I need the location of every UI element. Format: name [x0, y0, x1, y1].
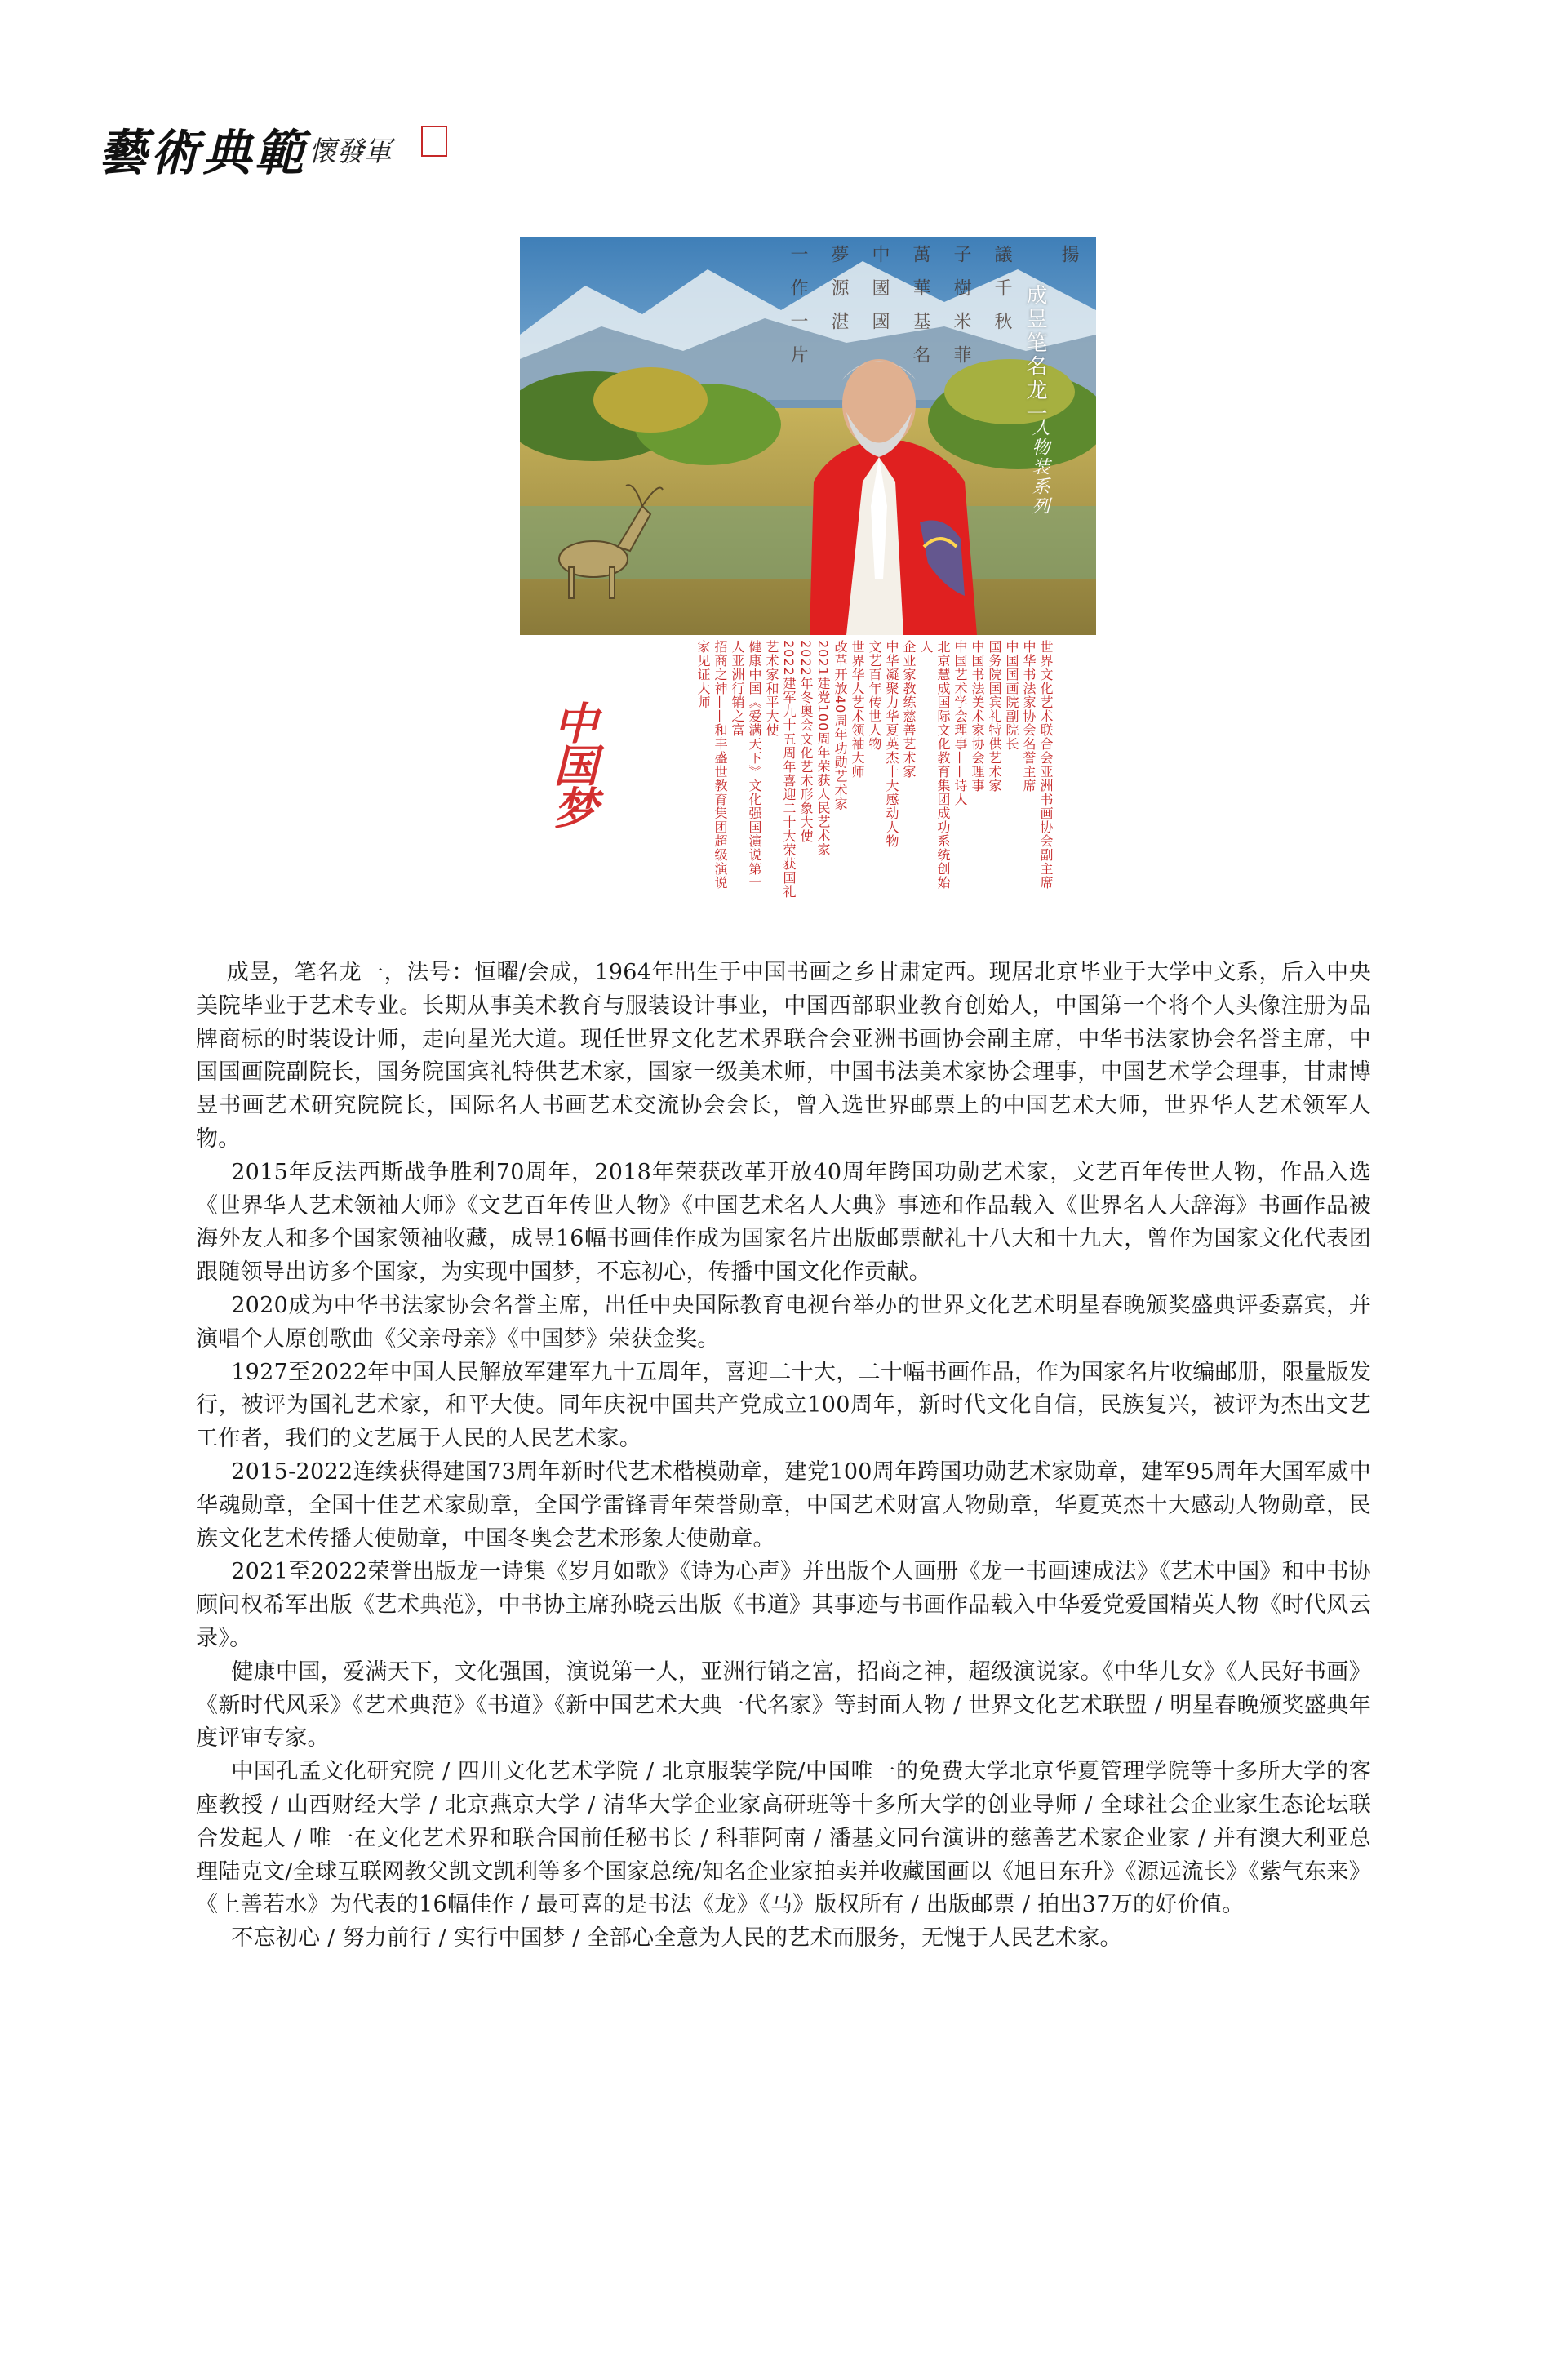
header-signature: 懷發軍	[309, 135, 392, 168]
title-line: 2021建党100周年荣获人民艺术家	[815, 640, 831, 857]
article-paragraph: 中国孔孟文化研究院 / 四川文化艺术学院 / 北京服装学院/中国唯一的免费大学北京华夏管理学院等十多所大学的客座教授 / 山西财经大学 / 北京燕京大学 / 清华大学企业家高研班等十多所大学的创业导师 / 全球社会企业家生态论坛联合发起人 / 唯一在文化艺术界和联合国前任秘书长 / 科菲阿南 / 潘基文同台演讲的慈善艺术家企业家 / 并有澳大利亚总理陆克文/全球互联网教父凯文凯利等多个国家总统/知名企业家拍卖并收藏国画以《旭日东升》《源远流长》《紫气东来》《上善若水》为代表的16幅佳作 / 最可喜的是书法《龙》《马》版权所有 / 出版邮票 / 拍出37万的好价值。	[196, 1759, 1371, 1918]
portrait-photo	[520, 237, 1096, 635]
title-line: 北京慧成国际文化教育集团成功系统创始人	[918, 640, 951, 890]
calligraphy-column: 萬 華 基 名	[910, 245, 930, 368]
article-paragraph: 成昱，笔名龙一，法号：恒曜/会成，1964年出生于中国书画之乡甘肃定西。现居北京毕业于大学中文系，后入中央美院毕业于艺术专业。长期从事美术教育与服装设计事业，中国西部职业教育创始人，中国第一个将个人头像注册为品牌商标的时装设计师，走向星光大道。现任世界文化艺术界联合会亚洲书画协会副主席，中华书法家协会名誉主席，中国国画院副院长，国务院国宾礼特供艺术家，国家一级美术师，中国书法美术家协会理事，中国艺术学会理事，甘肃博昱书画艺术研究院院长，国际名人书画艺术交流协会会长，曾入选世界邮票上的中国艺术大师，世界华人艺术领军人物。	[196, 960, 1371, 1152]
calligraphy-column: 夢 源 湛	[828, 245, 849, 335]
calligraphy-column: 子 樹 米 菲	[951, 245, 971, 368]
title-line: 2022年冬奥会文化艺术形象大使	[798, 640, 814, 843]
article-paragraph: 2015年反法西斯战争胜利70周年，2018年荣获改革开放40周年跨国功勋艺术家，文艺百年传世人物，作品入选《世界华人艺术领袖大师》《文艺百年传世人物》《中国艺术名人大典》事迹和作品载入《世界名人大辞海》书画作品被海外友人和多个国家领袖收藏，成昱16幅书画佳作成为国家名片出版邮票献礼十八大和十九大，曾作为国家文化代表团跟随领导出访多个国家，为实现中国梦，不忘初心，传播中国文化作贡献。	[196, 1159, 1371, 1285]
calligraphy-column: 議 千 秋	[992, 245, 1012, 335]
title-line: 文艺百年传世人物	[867, 640, 882, 751]
seal-stamp-icon	[421, 126, 447, 157]
title-line: 世界华人艺术领袖大师	[850, 640, 865, 779]
calligraphy-column: 揚	[1059, 245, 1079, 268]
title-line: 2022建军九十五周年喜迎二十大荣获国礼艺术家和平大使	[764, 640, 797, 899]
photo-vertical-signature: 人物装系列	[1029, 418, 1050, 516]
title-line: 改革开放40周年功勋艺术家	[832, 640, 848, 811]
title-line: 中国国画院副院长	[1004, 640, 1019, 751]
honorary-titles	[597, 640, 1054, 901]
title-line: 中华书法家协会名誉主席	[1021, 640, 1037, 793]
title-line: 健康中国《爱满天下》文化强国演说第一人亚洲行销之富	[730, 640, 762, 890]
calligraphy-column: 一 作 一 片	[788, 245, 808, 368]
title-line: 中国书法美术家协会理事	[970, 640, 985, 793]
title-line: 国务院国宾礼特供艺术家	[987, 640, 1002, 793]
title-line: 中国艺术学会理事——诗人	[952, 640, 968, 806]
title-line: 世界文化艺术联合会亚洲书画协会副主席	[1038, 640, 1054, 890]
title-line: 企业家教练慈善艺术家	[901, 640, 917, 779]
article-paragraph: 2015-2022连续获得建国73周年新时代艺术楷模勋章，建党100周年跨国功勋艺术家勋章，建军95周年大国军威中华魂勋章，全国十佳艺术家勋章，全国学雷锋青年荣誉勋章，中国艺术财富人物勋章，华夏英杰十大感动人物勋章，民族文化艺术传播大使勋章，中国冬奥会艺术形象大使勋章。	[196, 1459, 1371, 1552]
article-paragraph: 2021至2022荣誉出版龙一诗集《岁月如歌》《诗为心声》并出版个人画册《龙一书画速成法》《艺术中国》和中书协顾问权希军出版《艺术典范》，中书协主席孙晓云出版《书道》其事迹与书画作品载入中华爱党爱国精英人物《时代风云录》。	[196, 1559, 1371, 1651]
biography-article	[196, 957, 1371, 1956]
article-paragraph: 1927至2022年中国人民解放军建军九十五周年，喜迎二十大，二十幅书画作品，作为国家名片收编邮册，限量版发行，被评为国礼艺术家，和平大使。同年庆祝中国共产党成立100周年，新时代文化自信，民族复兴，被评为杰出文艺工作者，我们的文艺属于人民的人民艺术家。	[196, 1359, 1371, 1452]
article-paragraph: 不忘初心 / 努力前行 / 实行中国梦 / 全部心全意为人民的艺术而服务，无愧于人民艺术家。	[231, 1925, 1122, 1952]
article-paragraph: 健康中国，爱满天下，文化强国，演说第一人，亚洲行销之富，招商之神，超级演说家。《中华儿女》《人民好书画》《新时代风采》《艺术典范》《书道》《新中国艺术大典一代名家》等封面人物 / 世界文化艺术联盟 / 明星春晚颁奖盛典年度评审专家。	[196, 1658, 1371, 1752]
article-paragraph: 2020成为中华书法家协会名誉主席，出任中央国际教育电视台举办的世界文化艺术明星春晚颁奖盛典评委嘉宾，并演唱个人原创歌曲《父亲母亲》《中国梦》荣获金奖。	[196, 1292, 1371, 1352]
calligraphy-column: 中 國 國	[869, 245, 890, 335]
brand-title: 藝術典範	[98, 125, 307, 182]
title-line: 招商之神——和丰盛世教育集团超级演说家见证大师	[695, 640, 728, 890]
photo-vertical-title: 成昱笔名龙一	[1023, 284, 1047, 426]
zhongguomeng-calligraphy: 中国梦	[547, 700, 599, 828]
title-line: 中华凝聚力华夏英杰十大感动人物	[884, 640, 899, 848]
